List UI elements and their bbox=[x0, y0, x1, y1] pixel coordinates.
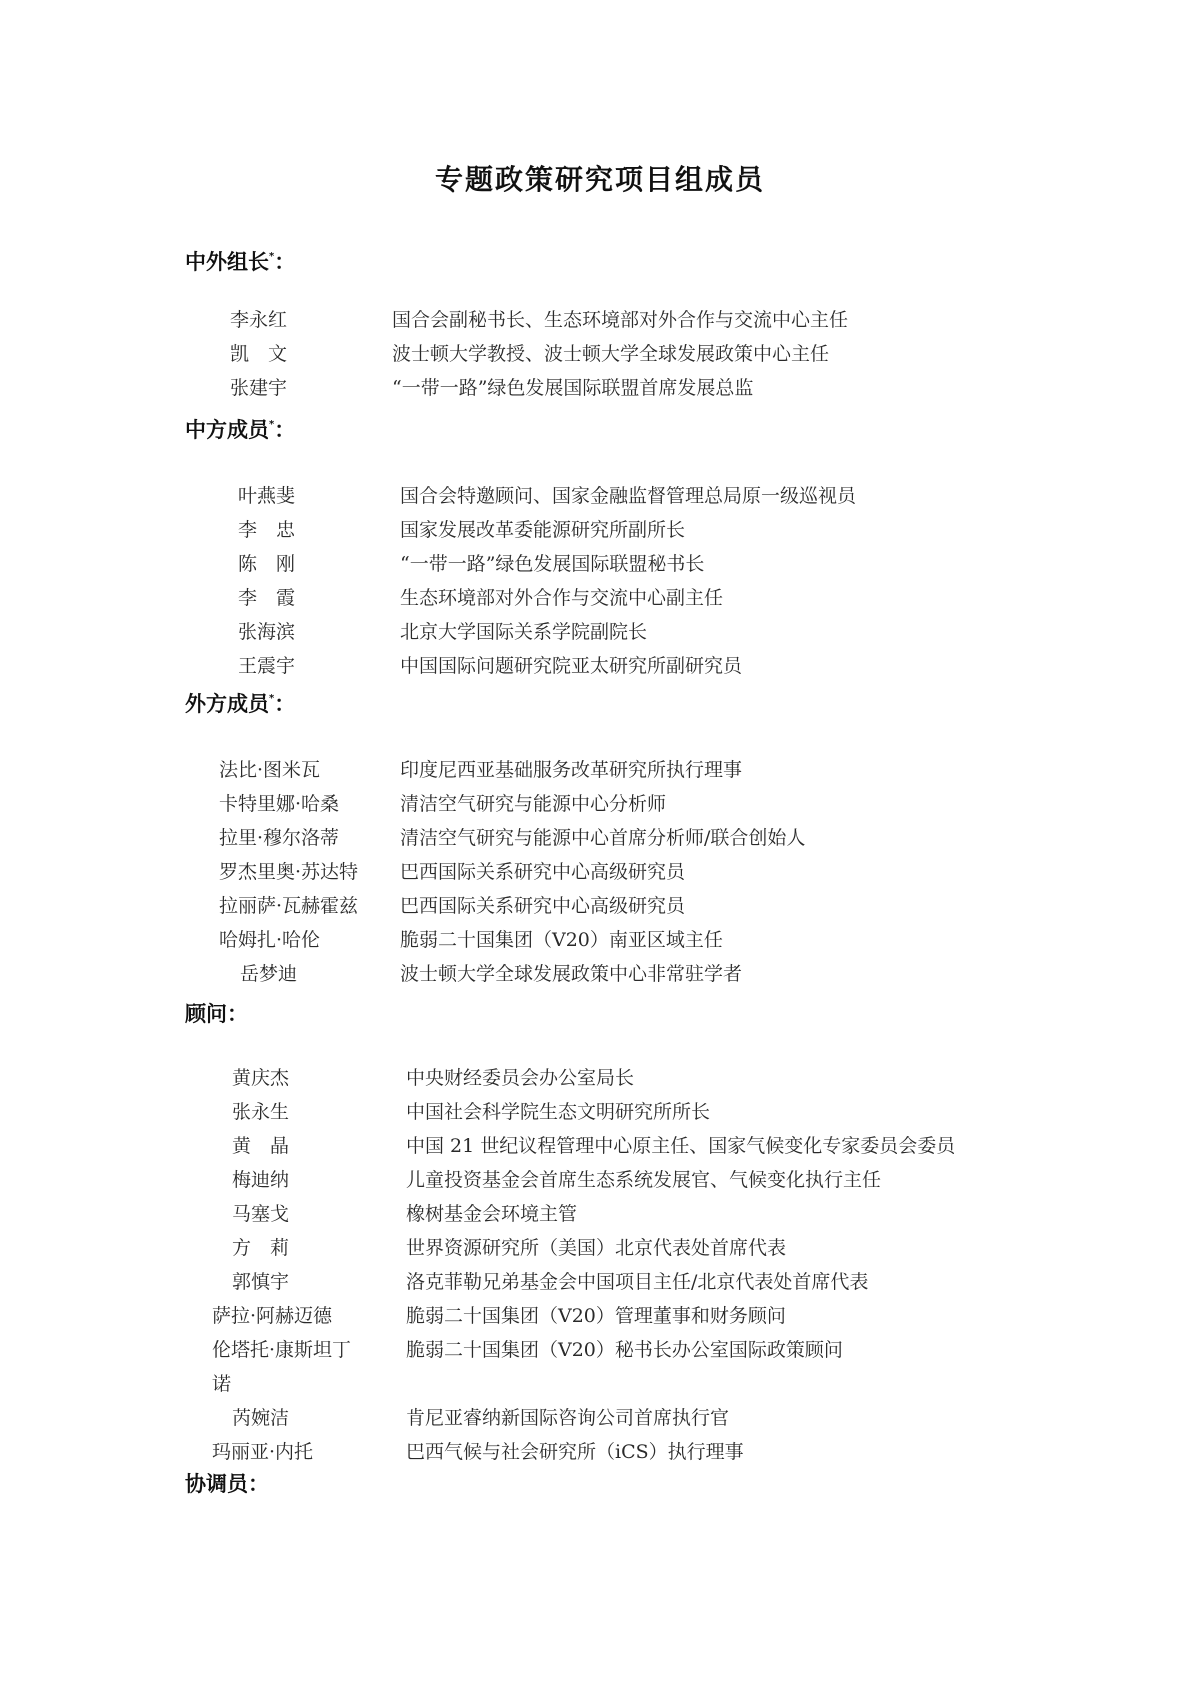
member-name: 陈 刚 bbox=[238, 553, 296, 575]
member-name: 哈姆扎·哈伦 bbox=[219, 929, 321, 951]
member-name: 梅迪纳 bbox=[232, 1169, 290, 1191]
footnote-marker: * bbox=[269, 251, 275, 262]
member-title: 肯尼亚睿纳新国际咨询公司首席执行官 bbox=[406, 1407, 730, 1429]
member-name: 方 莉 bbox=[232, 1237, 290, 1259]
member-name: 卡特里娜·哈桑 bbox=[219, 793, 340, 815]
section-heading-advisors bbox=[185, 998, 248, 1028]
member-name: 李 霞 bbox=[238, 587, 296, 609]
member-name: 萨拉·阿赫迈德 bbox=[212, 1305, 333, 1327]
member-title: 巴西国际关系研究中心高级研究员 bbox=[400, 861, 686, 883]
section-heading-co-leaders bbox=[185, 246, 295, 276]
member-name: 罗杰里奥·苏达特 bbox=[219, 861, 359, 883]
member-name: 王震宇 bbox=[238, 655, 296, 677]
heading-colon: ： bbox=[274, 692, 296, 716]
member-name: 凯 文 bbox=[230, 343, 288, 365]
footnote-marker: * bbox=[269, 419, 275, 430]
member-title: 波士顿大学全球发展政策中心非常驻学者 bbox=[400, 963, 743, 985]
member-title: 世界资源研究所（美国）北京代表处首席代表 bbox=[406, 1237, 787, 1259]
member-name: 芮婉洁 bbox=[232, 1407, 290, 1429]
heading-text: 中外组长 bbox=[185, 250, 269, 274]
heading-text: 顾问 bbox=[185, 1002, 227, 1026]
member-name: 张建宇 bbox=[230, 377, 288, 399]
heading-text: 外方成员 bbox=[185, 692, 269, 716]
member-name: 马塞戈 bbox=[232, 1203, 290, 1225]
member-name: 叶燕斐 bbox=[238, 485, 296, 507]
member-title: 洛克菲勒兄弟基金会中国项目主任/北京代表处首席代表 bbox=[406, 1271, 869, 1293]
member-title: 中国国际问题研究院亚太研究所副研究员 bbox=[400, 655, 743, 677]
member-title: 中国 21 世纪议程管理中心原主任、国家气候变化专家委员会委员 bbox=[406, 1135, 956, 1157]
member-title: 生态环境部对外合作与交流中心副主任 bbox=[400, 587, 724, 609]
heading-text: 中方成员 bbox=[185, 418, 269, 442]
member-title: 波士顿大学教授、波士顿大学全球发展政策中心主任 bbox=[392, 343, 830, 365]
heading-colon: ： bbox=[248, 1472, 269, 1496]
member-name: 岳梦迪 bbox=[240, 963, 298, 985]
member-title: 清洁空气研究与能源中心首席分析师/联合创始人 bbox=[400, 827, 806, 849]
member-title: 巴西国际关系研究中心高级研究员 bbox=[400, 895, 686, 917]
member-name: 拉丽萨·瓦赫霍兹 bbox=[219, 895, 359, 917]
member-title: “一带一路”绿色发展国际联盟首席发展总监 bbox=[392, 377, 754, 399]
section-heading-chinese-members bbox=[185, 414, 295, 444]
member-title: 国合会副秘书长、生态环境部对外合作与交流中心主任 bbox=[392, 309, 849, 331]
section-heading-coordinators bbox=[185, 1468, 269, 1498]
member-title: 脆弱二十国集团（V20）管理董事和财务顾问 bbox=[406, 1305, 786, 1327]
member-title: 清洁空气研究与能源中心分析师 bbox=[400, 793, 667, 815]
member-title: 国合会特邀顾问、国家金融监督管理总局原一级巡视员 bbox=[400, 485, 857, 507]
heading-colon: ： bbox=[227, 1002, 248, 1026]
member-name: 张海滨 bbox=[238, 621, 296, 643]
member-title: 国家发展改革委能源研究所副所长 bbox=[400, 519, 686, 541]
member-name: 黄 晶 bbox=[232, 1135, 290, 1157]
member-title: 北京大学国际关系学院副院长 bbox=[400, 621, 648, 643]
heading-colon: ： bbox=[274, 250, 296, 274]
member-title: 中国社会科学院生态文明研究所所长 bbox=[406, 1101, 711, 1123]
section-heading-international-members bbox=[185, 688, 295, 718]
page-title: 专题政策研究项目组成员 bbox=[434, 163, 765, 196]
heading-text: 协调员 bbox=[185, 1472, 248, 1496]
member-title: 印度尼西亚基础服务改革研究所执行理事 bbox=[400, 759, 743, 781]
member-name: 张永生 bbox=[232, 1101, 290, 1123]
member-title: 儿童投资基金会首席生态系统发展官、气候变化执行主任 bbox=[406, 1169, 882, 1191]
member-name: 黄庆杰 bbox=[232, 1067, 290, 1089]
member-name: 玛丽亚·内托 bbox=[212, 1441, 314, 1463]
member-title: “一带一路”绿色发展国际联盟秘书长 bbox=[400, 553, 705, 575]
member-title: 脆弱二十国集团（V20）南亚区域主任 bbox=[400, 929, 723, 951]
member-title: 巴西气候与社会研究所（iCS）执行理事 bbox=[406, 1441, 744, 1463]
member-name: 法比·图米瓦 bbox=[219, 759, 321, 781]
member-title: 橡树基金会环境主管 bbox=[406, 1203, 578, 1225]
member-name: 李永红 bbox=[230, 309, 288, 331]
member-name: 拉里·穆尔洛蒂 bbox=[219, 827, 340, 849]
member-name: 李 忠 bbox=[238, 519, 296, 541]
member-name-wrap: 诺 bbox=[212, 1373, 232, 1395]
member-title: 中央财经委员会办公室局长 bbox=[406, 1067, 635, 1089]
member-name: 郭慎宇 bbox=[232, 1271, 290, 1293]
member-title: 脆弱二十国集团（V20）秘书长办公室国际政策顾问 bbox=[406, 1339, 843, 1361]
member-name: 伦塔托·康斯坦丁 bbox=[212, 1339, 352, 1361]
footnote-marker: * bbox=[269, 693, 275, 704]
heading-colon: ： bbox=[274, 418, 296, 442]
